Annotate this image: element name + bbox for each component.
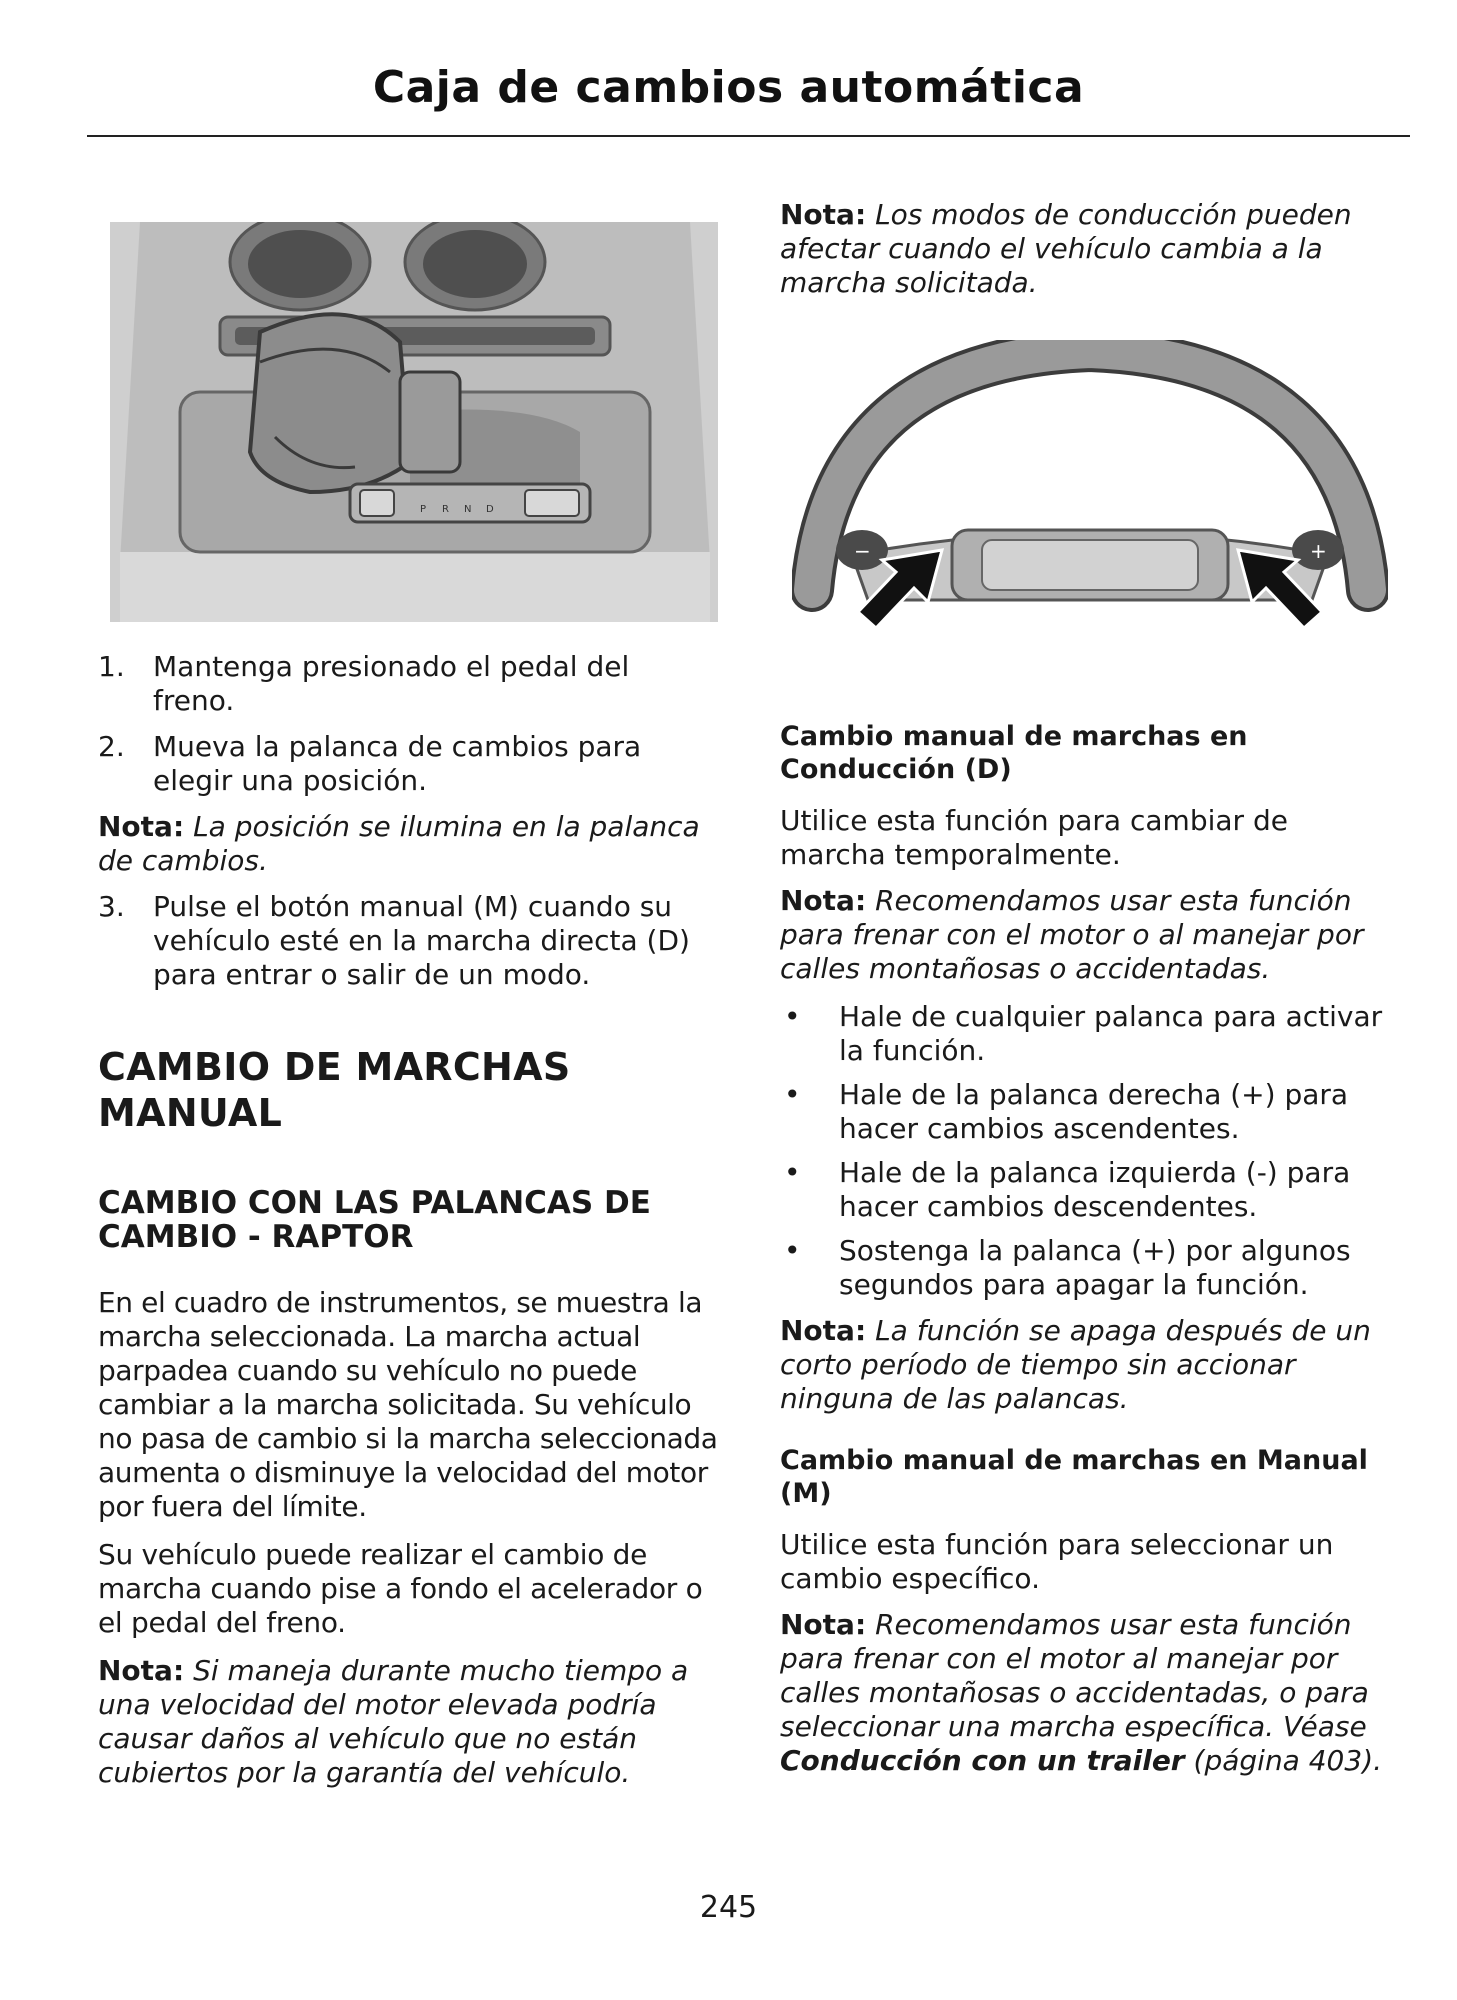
page-title: Caja de cambios automática [372, 62, 1085, 113]
gear-letter-d: D [486, 504, 494, 515]
heading-manual-in-drive: Cambio manual de marchas en Conducción (D) [780, 721, 1248, 785]
note-function-timeout: Nota: La función se apaga después de un corto período de tiempo sin accionar ninguna de las palancas. [780, 1314, 1371, 1415]
note-drive-modes: Nota: Los modos de conducción pueden afectar cuando el vehículo cambia a la marcha solicitada. [780, 198, 1352, 299]
step-1: 1. Mantenga presionado el pedal del freno. [98, 650, 630, 717]
list-item: • Sostenga la palanca (+) por algunos segundos para apagar la función. [784, 1234, 1351, 1301]
note-position-lit: Nota: La posición se ilumina en la palanca de cambios. [98, 810, 700, 877]
gear-letter-r: R [442, 504, 449, 515]
paragraph-kickdown: Su vehículo puede realizar el cambio de marcha cuando pise a fondo el acelerador o el pedal del freno. [98, 1538, 703, 1639]
paragraph-drive-temporary: Utilice esta función para cambiar de marcha temporalmente. [780, 804, 1288, 871]
svg-text:−: − [854, 539, 871, 563]
step-3: 3. Pulse el botón manual (M) cuando su vehículo esté en la marcha directa (D) para entrar o salir de un modo. [98, 890, 690, 991]
section-heading-manual-shift: CAMBIO DE MARCHAS MANUAL [98, 1045, 571, 1135]
step-2: 2. Mueva la palanca de cambios para elegir una posición. [98, 730, 642, 797]
header-divider [87, 135, 1410, 137]
paragraph-gear-display: En el cuadro de instrumentos, se muestra la marcha seleccionada. La marcha actual parpadea cuando su vehículo no puede cambiar a la marcha solicitada. Su vehículo no pasa de cambio si la marcha seleccionada aumenta o disminuye la velocidad del motor por fuera del límite. [98, 1286, 718, 1523]
note-engine-braking-manual: Nota: Recomendamos usar esta función para frenar con el motor al manejar por calles montañosas o accidentadas, o para seleccionar una marcha específica. Véase Conducción con un trailer (página 403). [780, 1608, 1383, 1777]
gear-letter-p: P [420, 504, 427, 515]
subsection-heading-raptor: CAMBIO CON LAS PALANCAS DE CAMBIO - RAPTOR [98, 1185, 651, 1255]
left-column [98, 650, 718, 1790]
note-engine-braking-drive: Nota: Recomendamos usar esta función para frenar con el motor o al manejar por calles montañosas o accidentadas. [780, 884, 1364, 985]
right-column [780, 198, 1400, 1778]
svg-text:+: + [1310, 539, 1327, 563]
list-item: • Hale de la palanca izquierda (-) para hacer cambios descendentes. [784, 1156, 1351, 1223]
gear-letter-n: N [464, 504, 472, 515]
heading-manual-in-manual: Cambio manual de marchas en Manual (M) [780, 1445, 1368, 1509]
note-high-rpm: Nota: Si maneja durante mucho tiempo a una velocidad del motor elevada podría causar daños al vehículo que no están cubiertos por la garantía del vehículo. [98, 1654, 689, 1789]
list-item: • Hale de la palanca derecha (+) para hacer cambios ascendentes. [784, 1078, 1349, 1145]
list-item: • Hale de cualquier palanca para activar la función. [784, 1000, 1383, 1067]
paragraph-select-gear: Utilice esta función para seleccionar un cambio específico. [780, 1528, 1334, 1595]
page-number: 245 [699, 1890, 758, 1925]
trailer-link[interactable]: Conducción con un trailer [780, 1744, 1185, 1777]
gear-selector-illustration [110, 222, 718, 622]
